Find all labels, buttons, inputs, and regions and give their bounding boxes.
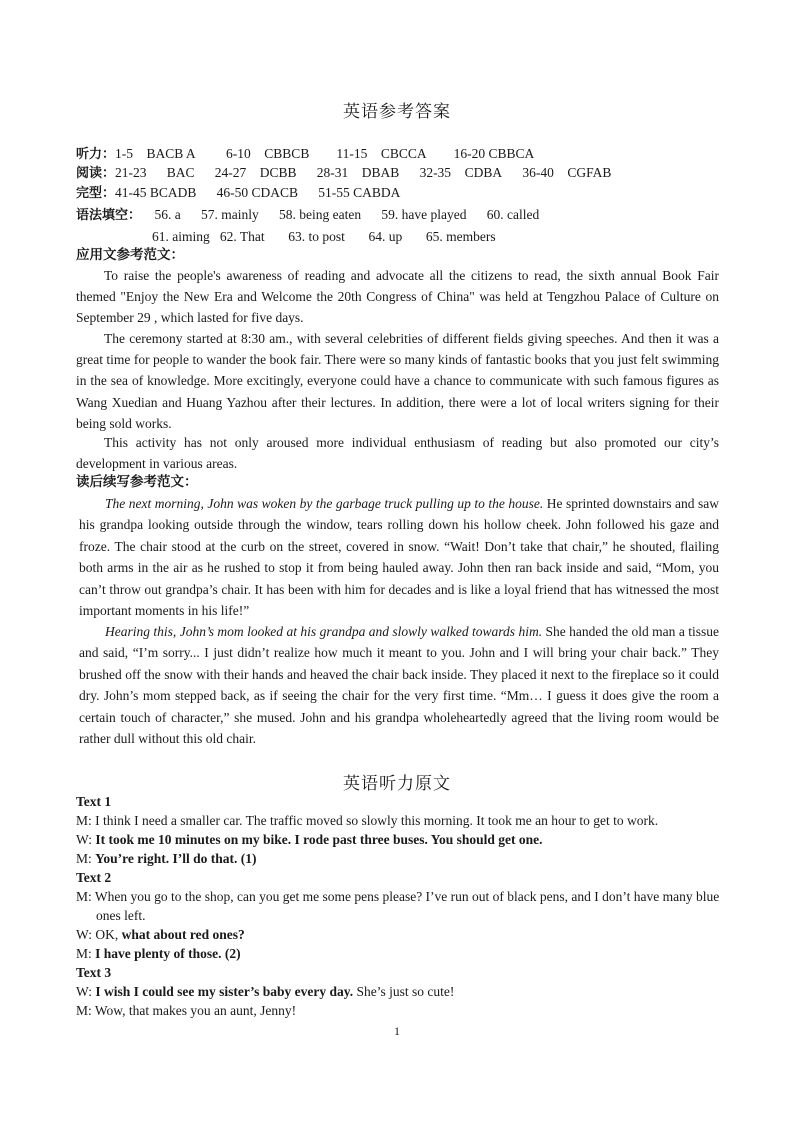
- answer-item: 24-27: [214, 165, 247, 180]
- answer-item: 56. a: [154, 207, 181, 222]
- answer-item: 58. being eaten: [279, 207, 362, 222]
- answer-item: DBAB: [361, 165, 400, 180]
- continuation-opening-sentence: The next morning, John was woken by the garbage truck pulling up to the house.: [105, 496, 544, 511]
- listening-label: 听力：: [76, 147, 116, 162]
- continuation-opening-sentence: Hearing this, John’s mom looked at his grandpa and slowly walked towards him.: [105, 624, 543, 639]
- answer-item: 64. up: [368, 229, 403, 244]
- reading-answers: [76, 164, 611, 183]
- answer-item: CBBCB: [264, 146, 310, 161]
- answer-item: BAC: [166, 165, 195, 180]
- applied-writing-paragraph-1: To raise the people's awareness of reading and advocate all the citizens to read, the sixth annual Book Fair themed "Enjoy the New Era and Welcome the 20th Congress of China" was held at Tengzhou Palace of Culture on September 29 , which lasted for five days.: [76, 268, 719, 326]
- reading-label: 阅读：: [76, 166, 116, 181]
- answer-item: 46-50 CDACB: [216, 185, 299, 200]
- answer-item: DCBB: [259, 165, 297, 180]
- cloze-label: 完型：: [76, 186, 116, 201]
- dialogue-line: W: I wish I could see my sister’s baby every day. She’s just so cute!: [76, 984, 455, 999]
- answer-item: 61. aiming: [152, 229, 210, 244]
- continuation-heading: 读后续写参考范文：: [76, 474, 198, 490]
- continuation-paragraph-2: [79, 621, 719, 749]
- grammar-answers-row-1: [76, 206, 539, 225]
- answer-item: 62. That: [219, 229, 265, 244]
- applied-writing-paragraph-2: The ceremony started at 8:30 am., with several celebrities of different fields giving speeches. And then it was a great time for people to wander the book fair. There were so many kinds of fantastic books that you just felt swimming in the sea of knowledge. More excitingly, everyone could have a chance to communicate with such famous figures as Wang Xuedian and Huang Yazhou after their lectures. In addition, there were a lot of local writers signing for their being sold works.: [76, 331, 719, 431]
- listening-answers: [76, 145, 534, 164]
- answer-item: 63. to post: [288, 229, 345, 244]
- continuation-paragraph-1: [79, 493, 719, 621]
- answer-item: 1-5: [115, 146, 134, 161]
- answer-item: 57. mainly: [201, 207, 259, 222]
- answer-item: 51-55 CABDA: [318, 185, 401, 200]
- applied-writing-heading: 应用文参考范文：: [76, 247, 184, 263]
- answer-item: 59. have played: [381, 207, 467, 222]
- text-3-label: Text 3: [76, 965, 112, 980]
- answer-key-title: 英语参考答案: [343, 102, 451, 122]
- answer-item: CDBA: [464, 165, 503, 180]
- cloze-answers: [76, 184, 400, 203]
- answer-item: 21-23: [115, 165, 147, 180]
- answer-item: 6-10: [226, 146, 251, 161]
- answer-item: 41-45 BCADB: [115, 185, 197, 200]
- listening-script-title: 英语听力原文: [343, 774, 451, 794]
- dialogue-line: M: I think I need a smaller car. The traffic moved so slowly this morning. It took me an hour to get to work.: [76, 813, 659, 828]
- dialogue-line: M: When you go to the shop, can you get me some pens please? I’ve run out of black pens, and I don’t have many blue ones left.: [76, 889, 720, 923]
- text-2-label: Text 2: [76, 870, 112, 885]
- continuation-body-text: She handed the old man a tissue and said, “I’m sorry... I just didn’t realize how much it meant to you. John and I will bring your chair back.” They brushed off the snow with their hands and heaved the chair back inside. They placed it next to the fireplace so it could dry. John’s mom stepped back, as if seeing the chair for the very first time. “Mm… I guess it does give the room a certain touch of character,” she mused. John and his grandpa wholeheartedly agreed that the living room would be rather dull without this old chair.: [79, 624, 719, 747]
- page-number: 1: [394, 1024, 400, 1038]
- answer-item: CGFAB: [567, 165, 612, 180]
- dialogue-line: W: OK, what about red ones?: [76, 927, 245, 942]
- answer-item: CBCCA: [380, 146, 427, 161]
- answer-item: 32-35: [419, 165, 452, 180]
- answer-item: 16-20 CBBCA: [453, 146, 535, 161]
- answer-item: 60. called: [486, 207, 540, 222]
- dialogue-line: M: You’re right. I’ll do that. (1): [76, 851, 257, 866]
- answer-item: 36-40: [522, 165, 554, 180]
- continuation-body-text: He sprinted downstairs and saw his grandpa looking outside through the window, tears rolling down his hollow cheek. John followed his gaze and froze. The chair stood at the curb on the street, covered in snow. “Wait! Don’t take that chair,” he shouted, flailing both arms in the air as he rushed to stop it from being hauled away. John then ran back inside and said, “Mom, you can’t throw out grandpa’s chair. It has been with him for decades and is like a loyal friend that has witnessed the most important moments in his life!”: [79, 496, 720, 619]
- grammar-label: 语法填空：: [76, 208, 142, 223]
- grammar-answers-row-2: [152, 228, 496, 246]
- dialogue-line: M: Wow, that makes you an aunt, Jenny!: [76, 1003, 297, 1018]
- answer-item: 65. members: [425, 229, 496, 244]
- answer-item: BACB A: [146, 146, 196, 161]
- answer-item: 28-31: [316, 165, 349, 180]
- applied-writing-paragraph-3: This activity has not only aroused more individual enthusiasm of reading but also promoted our city’s development in various areas.: [76, 435, 719, 472]
- text-1-label: Text 1: [76, 794, 112, 809]
- dialogue-line: W: It took me 10 minutes on my bike. I rode past three buses. You should get one.: [76, 832, 543, 847]
- answer-item: 11-15: [336, 146, 368, 161]
- dialogue-line: M: I have plenty of those. (2): [76, 946, 241, 961]
